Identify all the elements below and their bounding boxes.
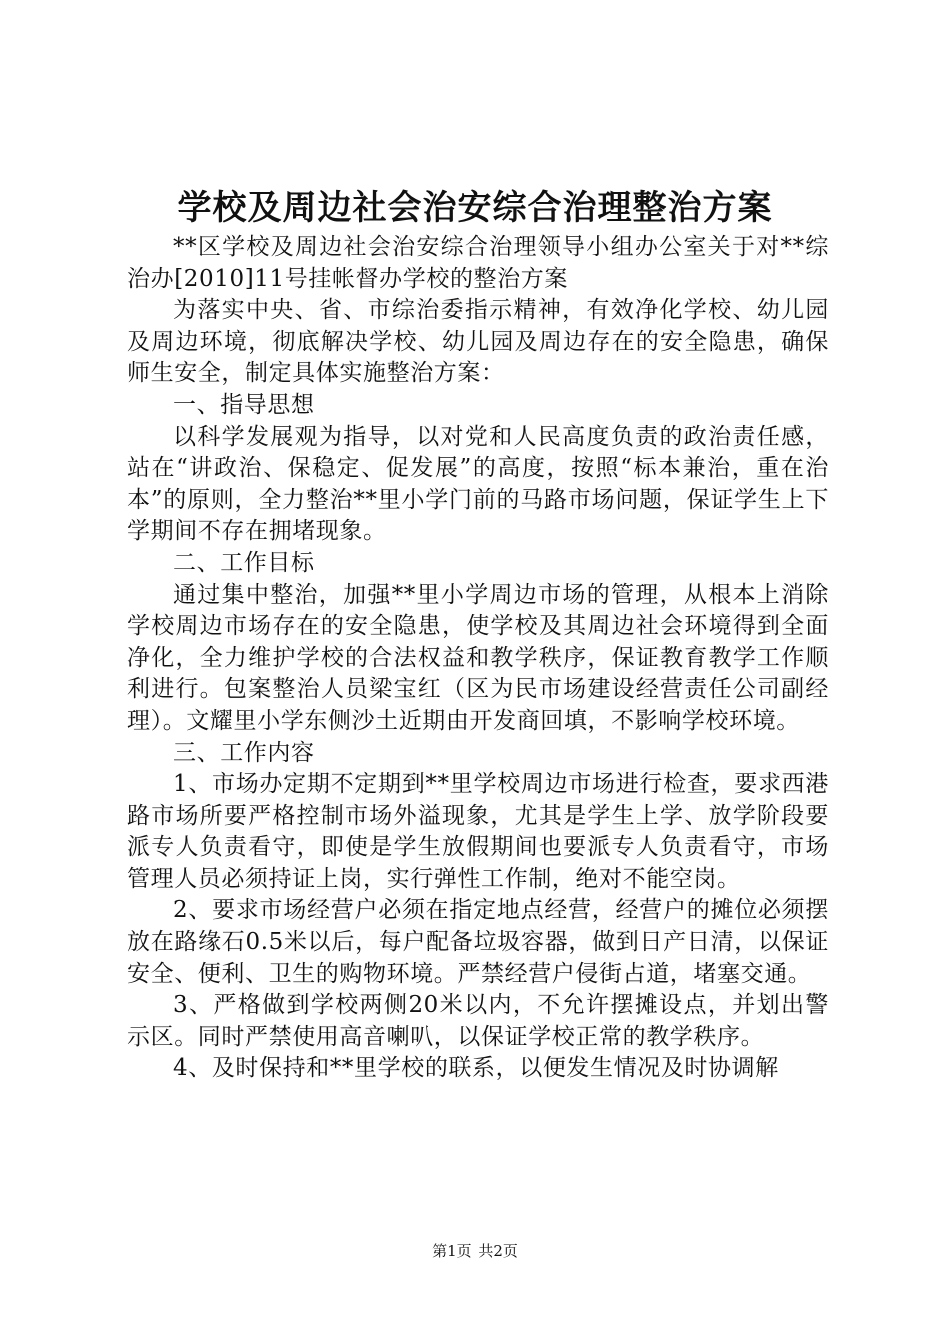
paragraph-purpose: 为落实中央、省、市综治委指示精神，有效净化学校、幼儿园及周边环境，彻底解决学校、幼儿园及周边存在的安全隐患，确保师生安全，制定具体实施整治方案：	[127, 297, 829, 387]
page-number: 第1页	[432, 1242, 472, 1260]
section-heading-work-content: 三、工作内容	[173, 739, 315, 766]
paragraph-work-item-1: 1、市场办定期不定期到**里学校周边市场进行检查，要求西港路市场所要严格控制市场外溢现象，尤其是学生上学、放学阶段要派专人负责看守，即使是学生放假期间也要派专人负责看守，市场管理人员必须持证上岗，实行弹性工作制，绝对不能空岗。	[127, 771, 829, 892]
paragraph-work-item-2: 2、要求市场经营户必须在指定地点经营，经营户的摊位必须摆放在路缘石0.5米以后，每户配备垃圾容器，做到日产日清，以保证安全、便利、卫生的购物环境。严禁经营户侵街占道，堵塞交通。	[127, 897, 829, 987]
paragraph-guiding-ideology: 以科学发展观为指导，以对党和人民高度负责的政治责任感，站在“讲政治、保稳定、促发展”的高度，按照“标本兼治，重在治本”的原则，全力整治**里小学门前的马路市场问题，保证学生上下学期间不存在拥堵现象。	[127, 423, 829, 545]
document-body	[127, 232, 829, 1085]
section-heading-guiding-ideology: 一、指导思想	[173, 391, 315, 418]
page-footer	[0, 1240, 950, 1262]
paragraph-work-item-4: 4、及时保持和**里学校的联系，以便发生情况及时协调解	[173, 1055, 779, 1082]
paragraph-work-goals: 通过集中整治，加强**里小学周边市场的管理，从根本上消除学校周边市场存在的安全隐患，使学校及其周边社会环境得到全面净化，全力维护学校的合法权益和教学秩序，保证教育教学工作顺利进行。包案整治人员梁宝红（区为民市场建设经营责任公司副经理）。文耀里小学东侧沙土近期由开发商回填，不影响学校环境。	[127, 581, 829, 734]
page-total: 共2页	[478, 1242, 518, 1260]
document-title: 学校及周边社会治安综合治理整治方案	[177, 188, 773, 228]
section-heading-work-goals: 二、工作目标	[173, 549, 315, 576]
paragraph-work-item-3: 3、严格做到学校两侧20米以内，不允许摆摊设点，并划出警示区。同时严禁使用高音喇叭，以保证学校正常的教学秩序。	[127, 992, 829, 1050]
paragraph-intro: **区学校及周边社会治安综合治理领导小组办公室关于对**综治办[2010]11号挂帐督办学校的整治方案	[127, 234, 829, 292]
